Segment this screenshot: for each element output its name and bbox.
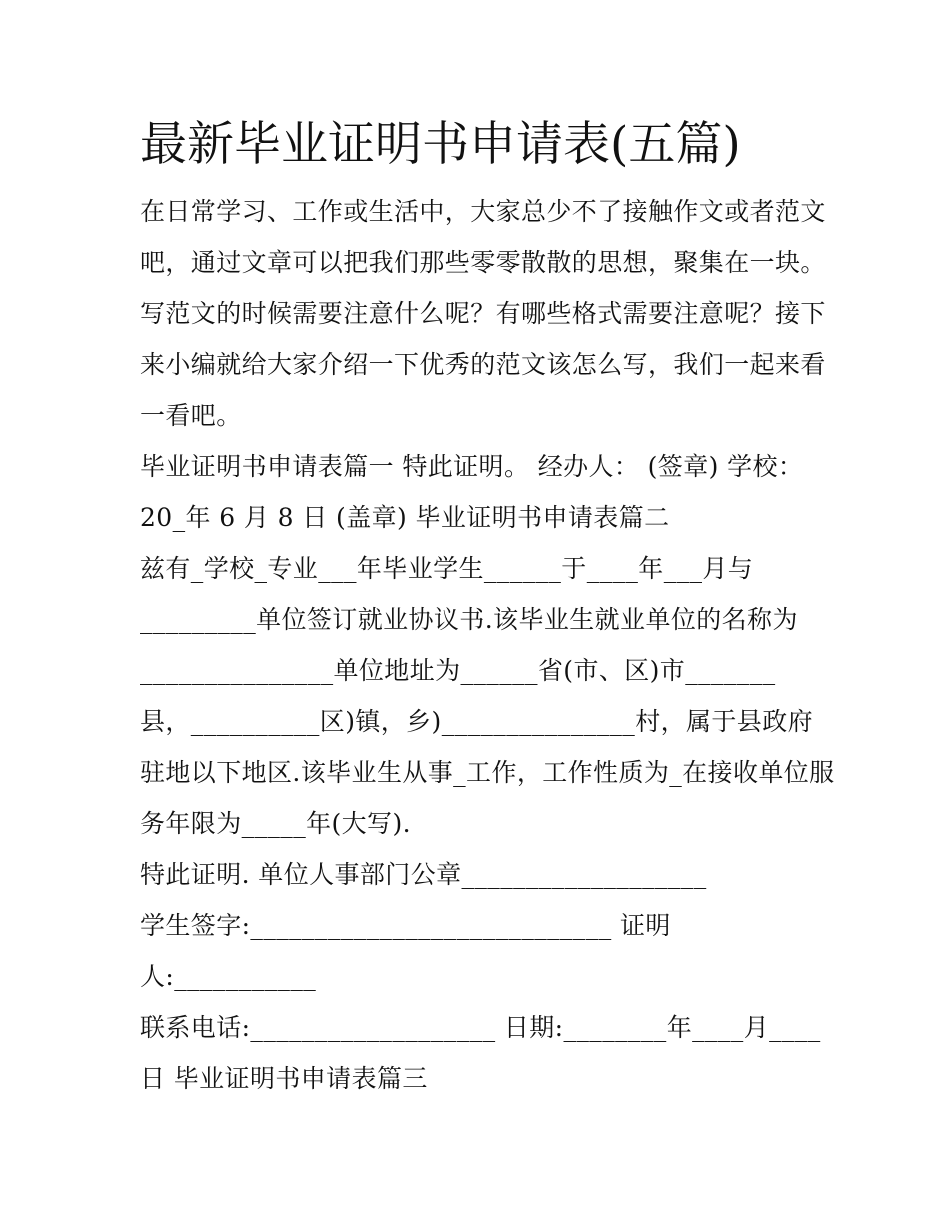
body-line: 人:___________ — [140, 962, 317, 991]
document-title: 最新毕业证明书申请表(五篇) — [140, 117, 741, 172]
body-line: 驻地以下地区.该毕业生从事_工作，工作性质为_在接收单位服 — [140, 758, 835, 787]
body-line: 在日常学习、工作或生活中，大家总少不了接触作文或者范文 — [140, 197, 826, 226]
body-line: 联系电话:___________________ 日期:________年____月____ — [140, 1013, 821, 1042]
body-line: 毕业证明书申请表篇一 特此证明。 经办人： (签章) 学校： — [140, 452, 804, 481]
body-line: _________单位签订就业协议书.该毕业生就业单位的名称为 — [140, 605, 798, 634]
body-line: 县，__________区)镇，乡)_______________村，属于县政府 — [140, 707, 814, 736]
body-line: 吧，通过文章可以把我们那些零零散散的思想，聚集在一块。 — [140, 248, 826, 277]
body-line: _______________单位地址为______省(市、区)市_______ — [140, 656, 776, 685]
body-line: 来小编就给大家介绍一下优秀的范文该怎么写，我们一起来看 — [140, 350, 826, 379]
body-line: 特此证明. 单位人事部门公章___________________ — [140, 860, 707, 889]
body-line: 务年限为_____年(大写). — [140, 809, 411, 838]
body-line: 写范文的时候需要注意什么呢？有哪些格式需要注意呢？接下 — [140, 299, 826, 328]
document-body — [140, 186, 835, 1104]
body-line: 一看吧。 — [140, 401, 242, 430]
body-line: 20_年 6 月 8 日 (盖章) 毕业证明书申请表篇二 — [140, 503, 670, 532]
body-line: 学生签字:____________________________ 证明 — [140, 911, 671, 940]
body-line: 日 毕业证明书申请表篇三 — [140, 1064, 428, 1093]
body-line: 兹有_学校_专业___年毕业学生______于____年___月与 — [140, 554, 754, 583]
document-page — [140, 110, 835, 1104]
